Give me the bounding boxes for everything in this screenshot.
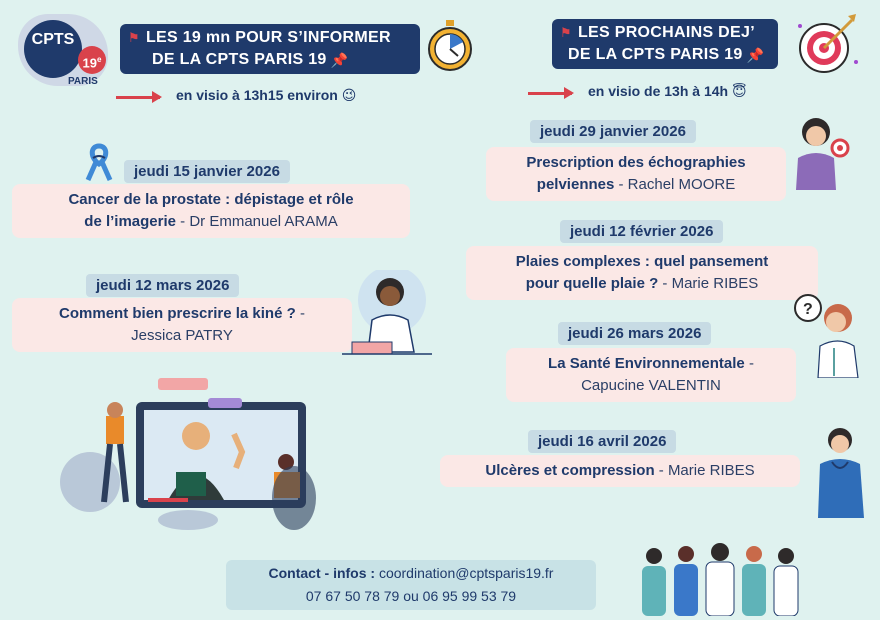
event-card [486, 147, 786, 201]
event-title-cont: pour quelle plaie ? [525, 275, 659, 292]
video-conference-illustration [58, 372, 318, 552]
left-header-line2 [128, 49, 412, 71]
ribbon-icon [84, 142, 114, 182]
logo-number-badge [78, 46, 106, 74]
woman-with-target-illustration [788, 114, 858, 190]
right-header-box [552, 19, 778, 69]
event-card [506, 348, 796, 402]
event-speaker: - Marie RIBES [658, 275, 759, 292]
event-speaker: - Marie RIBES [654, 462, 755, 479]
event-title: Ulcères et compression [485, 462, 655, 479]
event-date-tab: jeudi 29 janvier 2026 [530, 120, 696, 143]
left-arrow-icon [116, 96, 160, 99]
logo-circle [24, 20, 82, 78]
left-header-title: LES 19 mn POUR S’INFORMER [145, 29, 391, 46]
event-speaker: Jessica PATRY [131, 327, 233, 344]
target-icon [794, 12, 860, 78]
wink-emoji-icon: 😉 [341, 87, 357, 103]
contact-phones: 07 67 50 78 79 ou 06 95 99 53 79 [305, 588, 517, 604]
event-speaker: - Rachel MOORE [614, 176, 736, 193]
contact-box [226, 560, 596, 610]
nurse-illustration [812, 424, 870, 518]
event-title: La Santé Environnementale [548, 355, 745, 372]
left-header-box [120, 24, 420, 74]
left-header-subtitle: DE LA CPTS PARIS 19 [152, 51, 327, 68]
event-card [440, 455, 800, 487]
pushpin-icon: 📌 [746, 47, 765, 63]
right-visio-text [588, 83, 747, 100]
cpts-logo [18, 14, 108, 90]
event-speaker: - Dr Emmanuel ARAMA [176, 213, 338, 230]
event-title-sep: - [744, 355, 754, 372]
logo-city: PARIS [68, 76, 98, 87]
right-arrow-icon [528, 92, 572, 95]
woman-question-illustration [792, 292, 868, 378]
left-header-line1 [128, 27, 412, 49]
doctor-writing-illustration [342, 270, 442, 360]
right-header-line1 [560, 22, 770, 44]
right-visio-label: en visio de 13h à 14h [588, 83, 729, 99]
right-header-title: LES PROCHAINS DEJ’ [577, 24, 755, 41]
contact-email-link[interactable]: coordination@cptsparis19.fr [375, 565, 554, 581]
event-card [12, 184, 410, 238]
halo-emoji-icon: 😇 [731, 83, 747, 99]
event-title: Cancer de la prostate : dépistage et rôle [68, 191, 354, 208]
event-card [466, 246, 818, 300]
logo-brand: CPTS [31, 31, 75, 48]
flag-icon: ⚑ [128, 30, 140, 45]
medical-team-illustration [634, 540, 820, 616]
event-title-cont: de l’imagerie [84, 213, 176, 230]
right-header-line2 [560, 44, 770, 66]
event-title: Prescription des échographies [526, 154, 746, 171]
event-date-tab: jeudi 12 mars 2026 [86, 274, 239, 297]
logo-sup: e [97, 55, 102, 64]
event-card [12, 298, 352, 352]
svg-text:?: ? [803, 301, 813, 318]
event-date-tab: jeudi 16 avril 2026 [528, 430, 676, 453]
event-title: Plaies complexes : quel pansement [515, 253, 769, 270]
left-visio-text [176, 87, 356, 104]
right-header-subtitle: DE LA CPTS PARIS 19 [568, 46, 743, 63]
event-date-tab: jeudi 12 février 2026 [560, 220, 723, 243]
contact-label: Contact - infos : [268, 565, 376, 581]
pushpin-icon: 📌 [330, 52, 349, 68]
logo-number: 19 [82, 55, 97, 71]
event-title: Comment bien prescrire la kiné ? [59, 305, 296, 322]
event-date-tab: jeudi 26 mars 2026 [558, 322, 711, 345]
flag-icon: ⚑ [560, 25, 572, 40]
event-title-cont: pelviennes [536, 176, 615, 193]
stopwatch-icon [426, 20, 474, 72]
event-title-sep: - [295, 305, 305, 322]
event-speaker: Capucine VALENTIN [581, 377, 721, 394]
event-date-tab: jeudi 15 janvier 2026 [124, 160, 290, 183]
left-visio-label: en visio à 13h15 environ [176, 87, 338, 103]
